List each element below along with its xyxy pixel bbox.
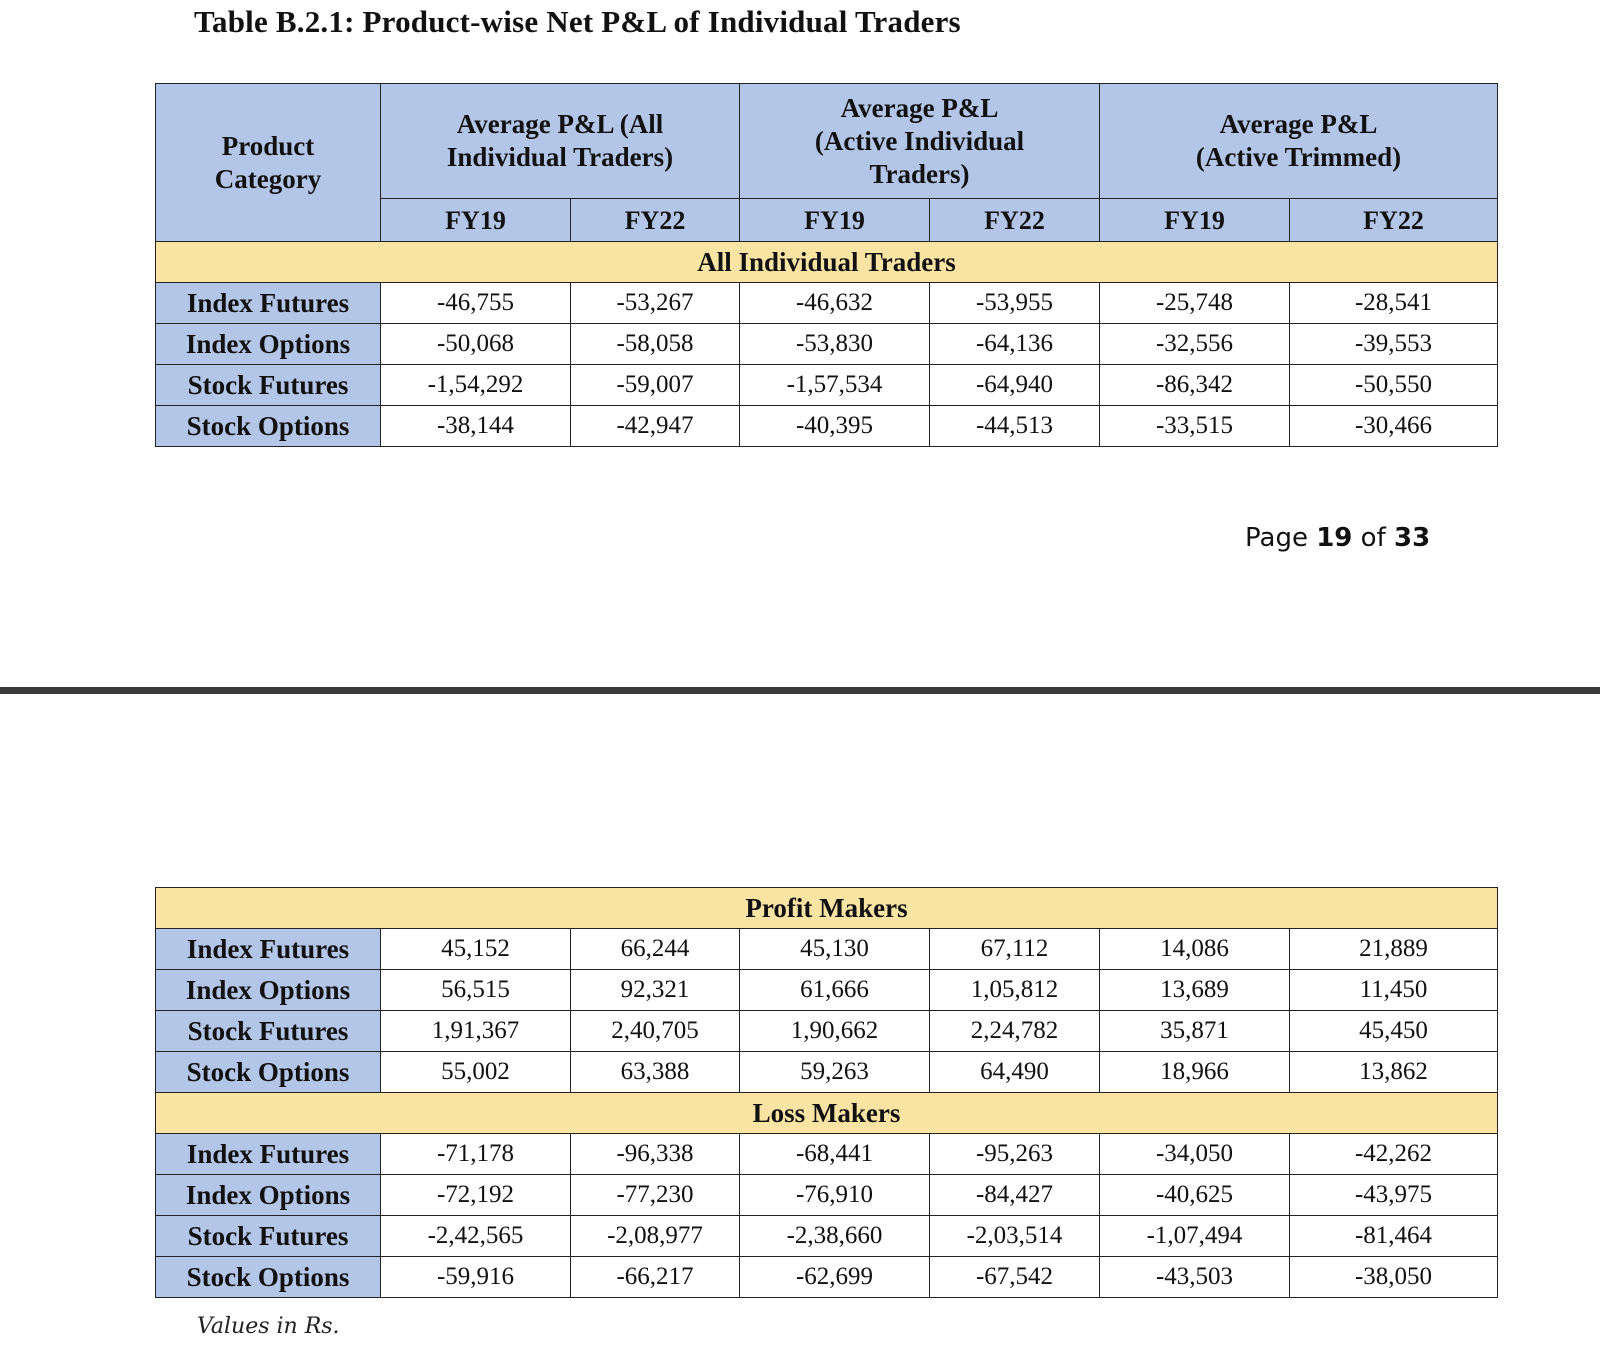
value-cell: -67,542 [930, 1257, 1100, 1298]
table-row [156, 1052, 1498, 1093]
page-divider [0, 687, 1600, 694]
page-number: Page 19 of 33 [1245, 523, 1431, 553]
row-label: Stock Options [156, 406, 381, 447]
value-cell: -30,466 [1290, 406, 1498, 447]
value-cell: -77,230 [571, 1175, 740, 1216]
row-label: Stock Futures [156, 365, 381, 406]
value-cell: -84,427 [930, 1175, 1100, 1216]
header-year: FY22 [1290, 199, 1498, 242]
row-label: Index Options [156, 1175, 381, 1216]
table-row [156, 970, 1498, 1011]
value-cell: -33,515 [1100, 406, 1290, 447]
value-cell: 11,450 [1290, 970, 1498, 1011]
section-header: Loss Makers [156, 1093, 1498, 1134]
value-cell: 13,862 [1290, 1052, 1498, 1093]
row-label: Stock Futures [156, 1216, 381, 1257]
value-cell: -76,910 [740, 1175, 930, 1216]
header-year: FY19 [381, 199, 571, 242]
value-cell: -40,625 [1100, 1175, 1290, 1216]
value-cell: -64,136 [930, 324, 1100, 365]
value-cell: 13,689 [1100, 970, 1290, 1011]
table-row [156, 1216, 1498, 1257]
value-cell: -95,263 [930, 1134, 1100, 1175]
value-cell: -53,830 [740, 324, 930, 365]
table-row [156, 1011, 1498, 1052]
value-cell: 61,666 [740, 970, 930, 1011]
value-cell: -28,541 [1290, 283, 1498, 324]
value-cell: -66,217 [571, 1257, 740, 1298]
value-cell: -1,57,534 [740, 365, 930, 406]
value-cell: -25,748 [1100, 283, 1290, 324]
header-product-category: Product Category [156, 84, 381, 242]
value-cell: 64,490 [930, 1052, 1100, 1093]
table-row [156, 324, 1498, 365]
value-cell: -46,755 [381, 283, 571, 324]
table-row [156, 365, 1498, 406]
table-row [156, 1134, 1498, 1175]
value-cell: -34,050 [1100, 1134, 1290, 1175]
value-cell: -64,940 [930, 365, 1100, 406]
value-cell: -2,08,977 [571, 1216, 740, 1257]
value-cell: 67,112 [930, 929, 1100, 970]
value-cell: 45,152 [381, 929, 571, 970]
value-cell: -71,178 [381, 1134, 571, 1175]
value-cell: 1,05,812 [930, 970, 1100, 1011]
value-cell: 45,130 [740, 929, 930, 970]
value-cell: 35,871 [1100, 1011, 1290, 1052]
table-row [156, 406, 1498, 447]
header-year: FY19 [1100, 199, 1290, 242]
section-header: All Individual Traders [156, 242, 1498, 283]
row-label: Index Futures [156, 283, 381, 324]
value-cell: -42,262 [1290, 1134, 1498, 1175]
value-cell: -1,54,292 [381, 365, 571, 406]
row-label: Stock Options [156, 1257, 381, 1298]
value-cell: -50,550 [1290, 365, 1498, 406]
row-label: Stock Futures [156, 1011, 381, 1052]
value-cell: -59,007 [571, 365, 740, 406]
value-cell: -59,916 [381, 1257, 571, 1298]
header-group-trimmed: Average P&L (Active Trimmed) [1100, 84, 1498, 199]
pnl-table-top [155, 83, 1498, 447]
value-cell: -96,338 [571, 1134, 740, 1175]
value-cell: -68,441 [740, 1134, 930, 1175]
value-cell: -86,342 [1100, 365, 1290, 406]
header-year: FY19 [740, 199, 930, 242]
value-cell: 21,889 [1290, 929, 1498, 970]
header-group-all: Average P&L (All Individual Traders) [381, 84, 740, 199]
value-cell: -81,464 [1290, 1216, 1498, 1257]
value-cell: -62,699 [740, 1257, 930, 1298]
value-cell: -53,955 [930, 283, 1100, 324]
row-label: Index Futures [156, 929, 381, 970]
value-cell: 66,244 [571, 929, 740, 970]
table-row [156, 1257, 1498, 1298]
value-cell: -43,503 [1100, 1257, 1290, 1298]
row-label: Index Futures [156, 1134, 381, 1175]
value-cell: -42,947 [571, 406, 740, 447]
value-cell: 55,002 [381, 1052, 571, 1093]
row-label: Index Options [156, 324, 381, 365]
table-row [156, 1175, 1498, 1216]
value-cell: -44,513 [930, 406, 1100, 447]
value-cell: 92,321 [571, 970, 740, 1011]
value-cell: 56,515 [381, 970, 571, 1011]
header-year: FY22 [571, 199, 740, 242]
row-label: Index Options [156, 970, 381, 1011]
value-cell: 14,086 [1100, 929, 1290, 970]
value-cell: -2,03,514 [930, 1216, 1100, 1257]
value-cell: -1,07,494 [1100, 1216, 1290, 1257]
header-group-active: Average P&L (Active Individual Traders) [740, 84, 1100, 199]
value-cell: 18,966 [1100, 1052, 1290, 1093]
value-cell: 2,24,782 [930, 1011, 1100, 1052]
value-cell: 2,40,705 [571, 1011, 740, 1052]
value-cell: -40,395 [740, 406, 930, 447]
row-label: Stock Options [156, 1052, 381, 1093]
value-cell: -58,058 [571, 324, 740, 365]
section-header: Profit Makers [156, 888, 1498, 929]
value-cell: -43,975 [1290, 1175, 1498, 1216]
value-cell: -2,42,565 [381, 1216, 571, 1257]
value-cell: -39,553 [1290, 324, 1498, 365]
value-cell: 63,388 [571, 1052, 740, 1093]
value-cell: -46,632 [740, 283, 930, 324]
value-cell: 45,450 [1290, 1011, 1498, 1052]
value-cell: -32,556 [1100, 324, 1290, 365]
header-year: FY22 [930, 199, 1100, 242]
table-row [156, 283, 1498, 324]
value-cell: 1,91,367 [381, 1011, 571, 1052]
value-cell: -50,068 [381, 324, 571, 365]
value-cell: -38,050 [1290, 1257, 1498, 1298]
value-cell: -2,38,660 [740, 1216, 930, 1257]
table-row [156, 929, 1498, 970]
value-cell: 59,263 [740, 1052, 930, 1093]
value-cell: 1,90,662 [740, 1011, 930, 1052]
value-cell: -38,144 [381, 406, 571, 447]
values-note: Values in Rs. [197, 1314, 340, 1339]
value-cell: -53,267 [571, 283, 740, 324]
pnl-table-bottom [155, 887, 1498, 1298]
table-title: Table B.2.1: Product-wise Net P&L of Individual Traders [194, 4, 961, 39]
value-cell: -72,192 [381, 1175, 571, 1216]
